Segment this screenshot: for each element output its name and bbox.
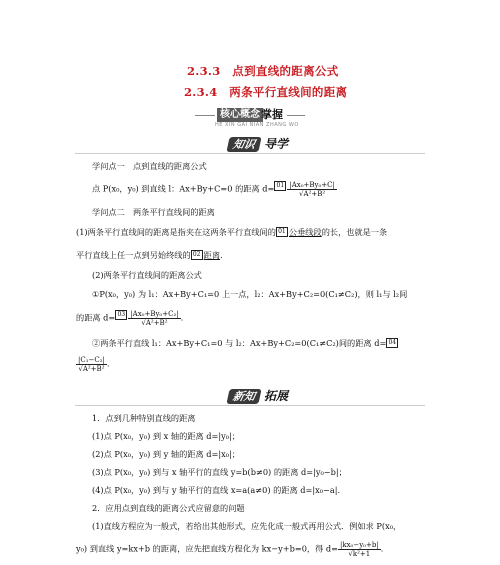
knowledge-guide-header (228, 136, 348, 154)
underlined-answer-1: 公垂线段 (288, 227, 322, 237)
formula-1-text: 点 P(x₀，y₀) 到直线 l：Ax+By+C=0 的距离 d= (92, 183, 275, 194)
expand-item-2-1-cont (76, 541, 383, 558)
fraction-2-denominator: √A²+B² (141, 319, 168, 327)
fraction-4 (338, 541, 381, 558)
banner-left-rule (195, 115, 215, 116)
period: . (106, 358, 110, 369)
parallel-def-text-c: 平行直线上任一点到另始终线的 (76, 250, 191, 260)
answer-box-03: 03 (115, 310, 127, 320)
expand-item-1-1: (1)点 P(x₀，y₀) 到 x 轴的距离 d=|y₀|； (92, 431, 240, 441)
parallel-formula-line-1: ①P(x₀，y₀) 为 l₁：Ax+By+C₁=0 上一点，l₂：Ax+By+C₂=0(C₁≠C₂)，则 l₁与 l₂间 (92, 289, 408, 299)
fraction-3 (76, 356, 107, 373)
new-knowledge-tag: 新知 (226, 389, 261, 404)
core-concept-banner (195, 106, 305, 132)
header-rule-2 (75, 405, 425, 406)
expand-item-1-2: (2)点 P(x₀，y₀) 到 y 轴的距离 d=|x₀|； (92, 449, 240, 459)
answer-box-01: 01 (274, 181, 286, 191)
banner-boxed-label: 核心概念 (217, 108, 263, 122)
expand-item-1: 1．点到几种特别直线的距离 (92, 413, 196, 423)
section-title-2: 2.3.4 两条平行直线间的距离 (184, 85, 348, 99)
parallel-formula-line-2 (76, 310, 183, 327)
fraction-1 (287, 181, 337, 198)
fraction-1-denominator: √A²+B² (299, 190, 326, 198)
banner-right-rule (287, 115, 305, 116)
answer-box-01b: 01 (276, 227, 288, 237)
header-rule (75, 153, 425, 154)
parallel-def-text-a: (1)两条平行直线间的距离是指夹在这两条平行直线间的 (76, 227, 276, 237)
new-knowledge-text: 拓展 (264, 389, 289, 403)
expand-cont-text: y₀) 到直线 y=kx+b 的距离，应先把直线方程化为 kx−y+b=0，得 d= (76, 543, 338, 554)
knowledge-guide-text: 导学 (264, 137, 289, 151)
parallel-def-line-2 (76, 250, 223, 261)
period: . (220, 250, 223, 260)
parallel-def-line-1 (76, 227, 387, 238)
knowledge-tag: 知识 (226, 137, 261, 152)
formula-line-1 (92, 181, 337, 198)
answer-box-02: 02 (191, 250, 203, 260)
point-one-heading: 学问点一 点到直线的距离公式 (92, 161, 207, 171)
parallel-def-text-b: 的长，也就是一条 (321, 227, 388, 237)
expand-item-2-1: (1)直线方程应为一般式，若给出其他形式，应先化成一般式再用公式．例如求 P(x₀， (92, 521, 402, 531)
parallel-formula-line-4 (76, 356, 110, 373)
point-two-heading: 学问点二 两条平行直线间的距离 (92, 207, 215, 217)
underlined-answer-2: 距离 (203, 250, 221, 260)
fraction-3-numerator: |C₁−C₂| (78, 356, 105, 364)
banner-plain-label: 掌握 (261, 108, 283, 121)
expand-item-2: 2．应用点到直线的距离公式应留意的问题 (92, 503, 245, 513)
formula-2-text: ②两条平行直线 l₁：Ax+By+C₁=0 与 l₂：Ax+By+C₂=0(C₁≠C₂)间的距离 d= (92, 338, 387, 348)
parallel-formula-heading: (2)两条平行直线间的距离公式 (92, 270, 202, 280)
parallel-formula-line-3 (92, 338, 399, 349)
fraction-2-numerator: |Ax₀+By₀+C₂| (130, 310, 179, 318)
section-title-1: 2.3.3 点到直线的距离公式 (187, 64, 339, 78)
expand-item-1-4: (4)点 P(x₀，y₀) 到与 y 轴平行的直线 x=a(a≠0) 的距离 d=|x₀−a|. (92, 485, 341, 495)
distance-label: 的距离 d= (76, 312, 116, 323)
period: . (380, 543, 384, 554)
fraction-4-denominator: √k²+1 (348, 550, 371, 558)
answer-box-04: 04 (386, 338, 398, 348)
fraction-2 (128, 310, 180, 327)
banner-pinyin: HE XIN GAI NIAN ZHANG WO (215, 122, 299, 128)
fraction-3-denominator: √A²+B² (78, 365, 105, 373)
period: . (180, 312, 184, 323)
fraction-1-numerator: |Ax₀+By₀+C| (289, 181, 335, 189)
expand-item-1-3: (3)点 P(x₀，y₀) 到与 x 轴平行的直线 y=b(b≠0) 的距离 d=|y₀−b|； (92, 467, 347, 477)
new-knowledge-header (228, 388, 348, 406)
fraction-4-numerator: |kx₀−y₀+b| (340, 541, 379, 549)
